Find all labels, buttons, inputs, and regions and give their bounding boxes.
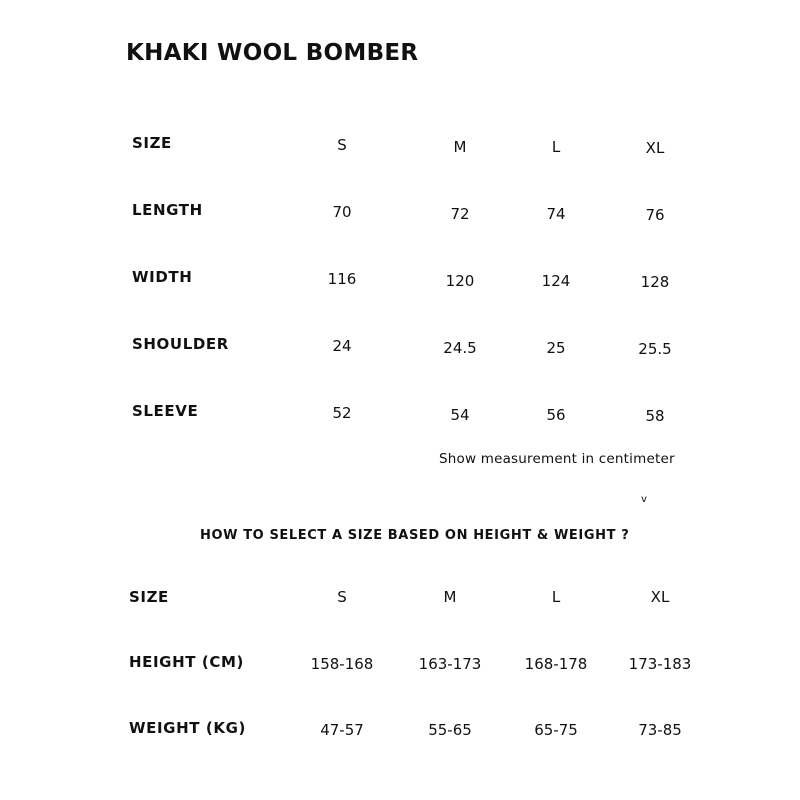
cell-value: 76 xyxy=(645,206,665,224)
unit-note: Show measurement in centimeter xyxy=(439,451,675,467)
cell-value: 70 xyxy=(332,203,352,221)
cell-value: 65-75 xyxy=(534,721,578,739)
cell-value: 24.5 xyxy=(443,339,477,357)
row-label: WIDTH xyxy=(132,268,193,286)
product-title: KHAKI WOOL BOMBER xyxy=(126,40,419,66)
cell-value: S xyxy=(337,136,347,154)
row-label: SIZE xyxy=(129,588,169,606)
cell-value: 52 xyxy=(332,404,352,422)
row-label: SIZE xyxy=(132,134,172,152)
cell-value: 124 xyxy=(541,272,571,290)
cell-value: 168-178 xyxy=(524,655,588,673)
cell-value: 158-168 xyxy=(310,655,374,673)
cell-value: 25.5 xyxy=(638,340,672,358)
cell-value: 72 xyxy=(450,205,470,223)
size-guide-heading: HOW TO SELECT A SIZE BASED ON HEIGHT & WEIGHT ? xyxy=(200,528,630,543)
cell-value: 73-85 xyxy=(638,721,682,739)
cell-value: M xyxy=(453,138,467,156)
cell-value: 56 xyxy=(546,406,566,424)
row-label: WEIGHT (KG) xyxy=(129,719,246,737)
row-label: LENGTH xyxy=(132,201,203,219)
cell-value: 58 xyxy=(645,407,665,425)
row-label: HEIGHT (CM) xyxy=(129,653,244,671)
cell-value: S xyxy=(337,588,347,606)
cell-value: XL xyxy=(645,139,665,157)
cell-value: L xyxy=(551,588,561,606)
unit-toggle-chevron-icon[interactable]: v xyxy=(641,494,647,505)
cell-value: 54 xyxy=(450,406,470,424)
cell-value: 173-183 xyxy=(628,655,692,673)
cell-value: XL xyxy=(650,588,670,606)
cell-value: 163-173 xyxy=(418,655,482,673)
cell-value: 25 xyxy=(546,339,566,357)
row-label: SLEEVE xyxy=(132,402,199,420)
cell-value: 47-57 xyxy=(320,721,364,739)
row-label: SHOULDER xyxy=(132,335,229,353)
cell-value: 116 xyxy=(327,270,357,288)
cell-value: 24 xyxy=(332,337,352,355)
cell-value: 128 xyxy=(640,273,670,291)
cell-value: M xyxy=(443,588,457,606)
cell-value: 74 xyxy=(546,205,566,223)
cell-value: 120 xyxy=(445,272,475,290)
cell-value: L xyxy=(551,138,561,156)
cell-value: 55-65 xyxy=(428,721,472,739)
